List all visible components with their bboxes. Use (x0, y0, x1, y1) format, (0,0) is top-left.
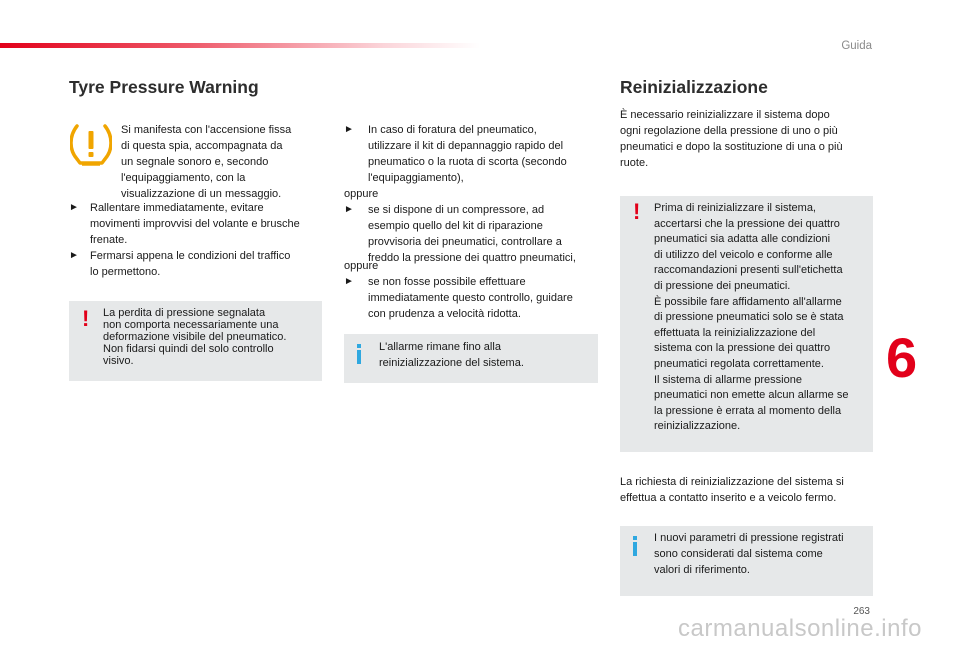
bullet-marker-icon: ► (69, 202, 79, 213)
section-label: Guida (841, 40, 872, 52)
bullet-velocita-ridotta: ► se non fosse possibile effettuare immediatamente questo controllo, guidare con prudenza a velocità ridotta. (344, 276, 573, 320)
left-warning-text: La perdita di pressione segnalata non comporta necessariamente una deformazione visibile del pneumatico. Non fidarsi quindi del solo controllo visivo. (103, 307, 287, 367)
bullet-marker-icon: ► (344, 276, 354, 287)
middle-info-box (344, 334, 598, 383)
bullet-rallentare: ► Rallentare immediatamente, evitare movimenti improvvisi del volante e brusche frenate. (69, 202, 300, 246)
tyre-pressure-warning-icon (70, 122, 112, 166)
exclamation-icon: ! (82, 306, 90, 331)
right-title: Reinizializzazione (620, 77, 768, 97)
oppure-2: oppure (344, 260, 379, 272)
right-warning-text: Prima di reinizializzare il sistema, accertarsi che la pressione dei quattro pneumatici sia adatta alle condizioni di utilizzo del veicolo e conforme alle raccomandazioni presenti sull'etichetta di pressione dei pneumatici. È possibile fare affidamento all'allarme di pressione pneumatici solo se è stata effettuata la reinizializzazione del sistema con la pressione dei quattro pneumatici regolata correttamente. Il sistema di allarme pressione pneumatici non emette alcun allarme se la pressione è errata al momento della reinizializzazione. (654, 202, 849, 433)
chapter-number: 6 (886, 326, 918, 389)
bullet-marker-icon: ► (344, 204, 354, 215)
exclamation-icon: ! (633, 199, 641, 224)
watermark: carmanualsonline.info (678, 615, 922, 642)
page-number: 263 (853, 606, 870, 617)
right-info-box (620, 526, 873, 596)
right-warning-box (620, 196, 873, 452)
bullet-marker-icon: ► (344, 124, 354, 135)
right-info-text: I nuovi parametri di pressione registrati sono considerati dal sistema come valori di riferimento. (654, 532, 844, 576)
oppure-1: oppure (344, 188, 379, 200)
left-title: Tyre Pressure Warning (69, 77, 259, 97)
header-accent-bar (0, 43, 480, 48)
bullet-compressore: ► se si dispone di un compressore, ad esempio quello del kit di riparazione provvisoria dei pneumatici, controllare a freddo la pressione dei quattro pneumatici, (344, 204, 576, 264)
middle-info-text: L'allarme rimane fino alla reinizializzazione del sistema. (379, 341, 524, 369)
left-warning-box (69, 301, 322, 381)
bullet-fermarsi: ► Fermarsi appena le condizioni del traffico lo permettono. (69, 250, 291, 278)
bullet-foratura: ► In caso di foratura del pneumatico, utilizzare il kit di depannaggio rapido del pneumatico o la ruota di scorta (secondo l'equipaggiamento), (344, 124, 567, 184)
bullet-marker-icon: ► (69, 250, 79, 261)
